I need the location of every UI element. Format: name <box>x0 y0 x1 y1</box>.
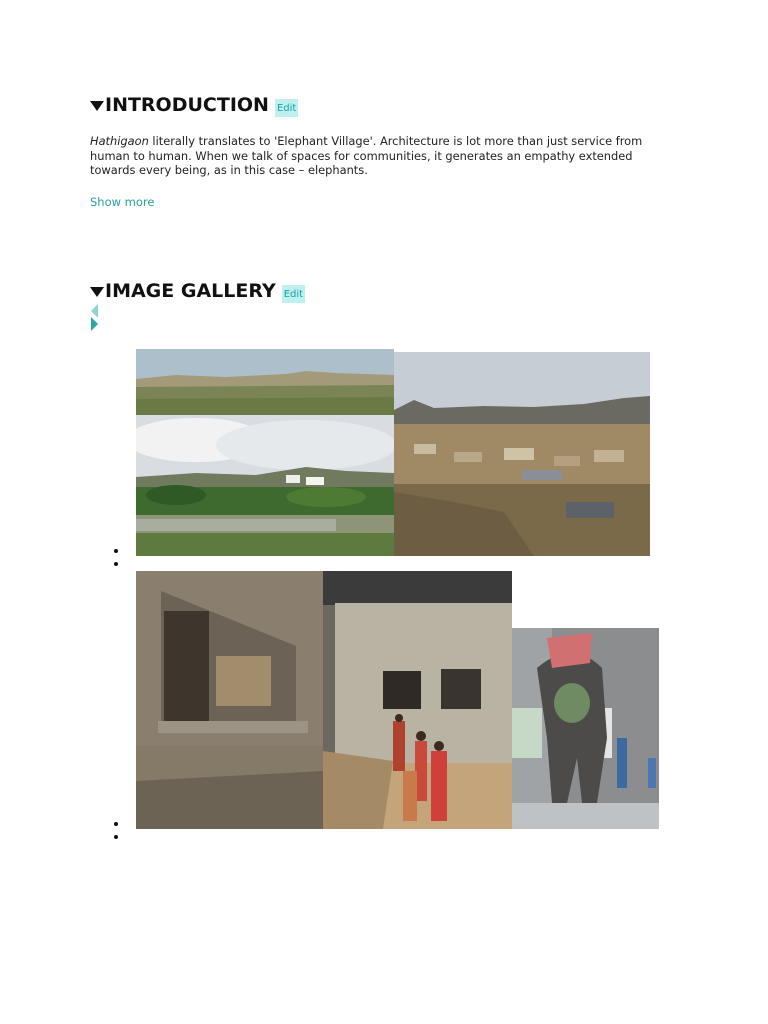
bullet-icon <box>114 835 118 839</box>
introduction-text <box>90 134 650 178</box>
gallery-heading[interactable] <box>90 280 305 302</box>
collapse-caret-icon[interactable] <box>90 287 104 297</box>
gallery-next-icon[interactable] <box>91 317 98 331</box>
bullet-icon <box>114 562 118 566</box>
introduction-edit-button[interactable]: Edit <box>275 99 298 117</box>
gallery-title: IMAGE GALLERY <box>105 280 276 302</box>
collapse-caret-icon[interactable] <box>90 101 104 111</box>
introduction-heading[interactable] <box>90 94 298 116</box>
children-in-courtyard-photo[interactable] <box>323 571 512 829</box>
introduction-title: INTRODUCTION <box>105 94 269 116</box>
village-aerial-view-photo[interactable] <box>394 352 650 556</box>
landscape-hills-photo[interactable] <box>136 349 394 415</box>
intro-italic-term: Hathigaon <box>90 134 149 148</box>
stone-wall-window-photo[interactable] <box>136 571 323 829</box>
decorated-elephant-photo[interactable] <box>512 628 659 829</box>
lake-and-village-photo[interactable] <box>136 415 394 556</box>
gallery-prev-icon[interactable] <box>91 304 98 318</box>
bullet-icon <box>114 549 118 553</box>
bullet-icon <box>114 822 118 826</box>
gallery-edit-button[interactable]: Edit <box>282 285 305 303</box>
show-more-link[interactable]: Show more <box>90 195 155 209</box>
intro-body: literally translates to 'Elephant Village'. Architecture is lot more than just service from human to human. When we talk of spaces for communities, it generates an empathy extended towards every being, as in this case – elephants. <box>90 134 643 177</box>
